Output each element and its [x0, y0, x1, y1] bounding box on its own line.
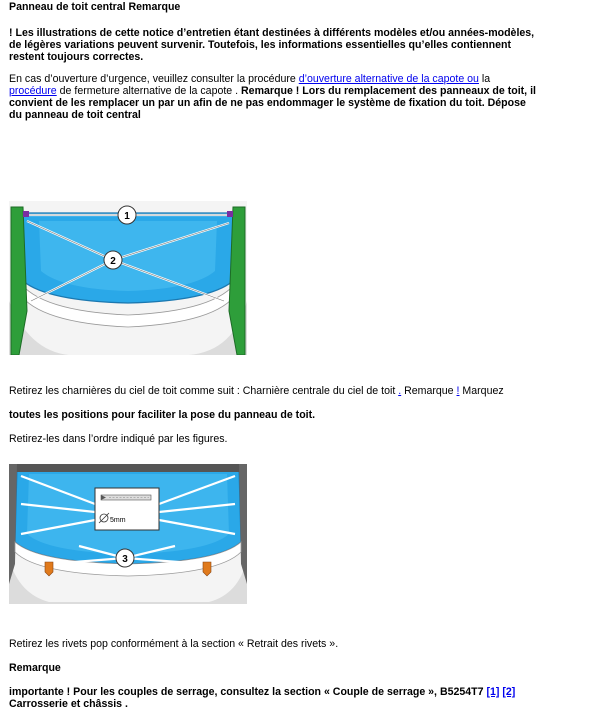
- emergency-tail: la: [478, 73, 491, 85]
- step1-order-line: Retirez-les dans l’ordre indiqué par les figures.: [9, 433, 228, 445]
- notice-line-2: de légères variations peuvent survenir. Toutefois, les informations essentielles qu’elles contiennent: [9, 39, 511, 51]
- emergency-line-3: convient de les remplacer un par un afin de ne pas endommager le système de fixation du toit. Dépose: [9, 97, 526, 109]
- callout-1: 1: [124, 211, 130, 222]
- rivets-line: Retirez les rivets pop conformément à la section « Retrait des rivets ».: [9, 638, 339, 650]
- step1-line: [9, 385, 504, 398]
- emergency-text: En cas d’ouverture d’urgence, veuillez consulter la procédure: [9, 73, 299, 85]
- step1-marquez: Marquez: [459, 385, 504, 397]
- carrosserie-line: Carrosserie et châssis .: [9, 698, 128, 710]
- page-title: Panneau de toit central Remarque: [9, 1, 181, 13]
- ref-1-link[interactable]: [1]: [486, 686, 500, 698]
- step1-remarque: Remarque: [401, 385, 457, 397]
- emergency-line-1: [9, 73, 490, 86]
- emergency-line-4: du panneau de toit central: [9, 109, 141, 121]
- callout-3: 3: [122, 554, 128, 565]
- torque-line: [9, 686, 515, 699]
- procedure-link[interactable]: procédure: [9, 85, 57, 97]
- roof-hinges-figure: [9, 201, 247, 355]
- emergency-line-2: [9, 85, 536, 98]
- torque-text: importante ! Pour les couples de serrage, consultez la section « Couple de serrage », B5254T7: [9, 686, 487, 698]
- callout-2: 2: [110, 256, 116, 267]
- step1-excl-link[interactable]: !: [456, 385, 460, 397]
- step1-bold-line: toutes les positions pour faciliter la pose du panneau de toit.: [9, 409, 316, 421]
- ref-2-link[interactable]: [2]: [502, 686, 516, 698]
- remarque-heading: Remarque: [9, 662, 61, 674]
- step1-text: Retirez les charnières du ciel de toit comme suit : Charnière centrale du ciel de toit: [9, 385, 399, 397]
- closing-text: de fermeture alternative de la capote .: [56, 85, 242, 97]
- notice-line-1: ! Les illustrations de cette notice d’entretien étant destinées à différents modèles et/ou années-modèles,: [9, 27, 535, 39]
- drill-size-label: 5mm: [110, 517, 126, 524]
- step1-dot-link[interactable]: .: [398, 385, 402, 397]
- remarque-bold: Remarque ! Lors du remplacement des panneaux de toit, il: [241, 85, 536, 97]
- rivets-figure: [9, 464, 247, 604]
- notice-line-3: restent toujours correctes.: [9, 51, 144, 63]
- alternative-opening-link[interactable]: d’ouverture alternative de la capote ou: [298, 73, 479, 85]
